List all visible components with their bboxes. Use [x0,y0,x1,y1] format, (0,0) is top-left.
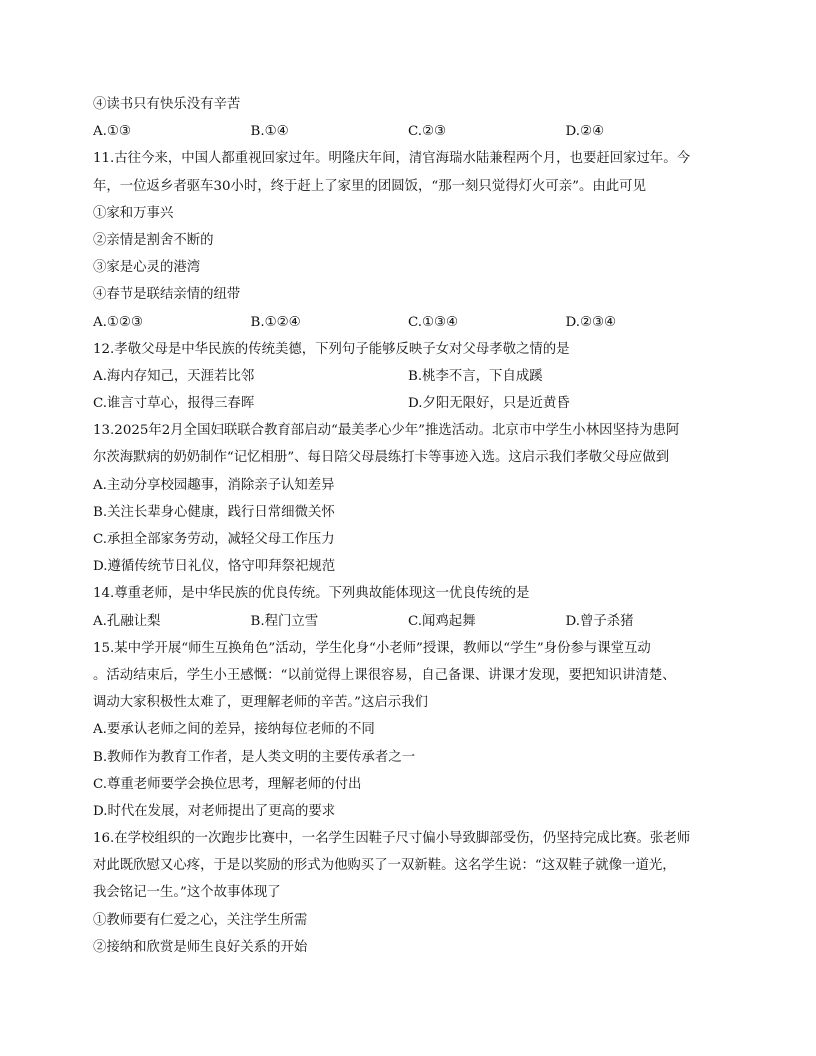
q16-stem-line-1: 16.在学校组织的一次跑步比赛中，一名学生因鞋子尺寸偏小导致脚部受伤，仍坚持完成比赛。张老师 [93,831,691,847]
q13-option-d: D.遵循传统节日礼仪，恪守叩拜祭祀规范 [93,559,336,575]
q10-option-b: B.①④ [250,124,289,140]
q12-option-b: B.桃李不言，下自成蹊 [408,368,543,384]
q15-option-b: B.教师作为教育工作者，是人类文明的主要传承者之一 [93,749,416,765]
q12-option-d: D.夕阳无限好，只是近黄昏 [408,396,570,412]
q10-option-d: D.②④ [565,124,605,140]
q12-option-a: A.海内存知己，天涯若比邻 [93,368,255,384]
q15-option-a: A.要承认老师之间的差异，接纳每位老师的不同 [93,722,375,738]
q16-stem-line-3: 我会铭记一生。”这个故事体现了 [93,885,281,901]
q11-option-b: B.①②④ [250,314,301,330]
q16-stem-line-2: 对此既欣慰又心疼，于是以奖励的形式为他购买了一双新鞋。这名学生说：“这双鞋子就像一道光， [93,858,676,874]
q13-option-a: A.主动分享校园趣事，消除亲子认知差异 [93,477,335,493]
q15-stem-line-2: 。活动结束后，学生小王感慨：“以前觉得上课很容易，自己备课、讲课才发现，要把知识讲清楚、 [93,667,676,683]
q12-stem-line-1: 12.孝敬父母是中华民族的传统美德，下列句子能够反映子女对父母孝敬之情的是 [93,341,570,357]
q12-option-c: C.谁言寸草心，报得三春晖 [93,396,255,412]
q11-stem-line-2: 年，一位返乡者驱车30小时，终于赶上了家里的团圆饭，“那一刻只觉得灯火可亲”。由此可见 [93,178,646,194]
q15-stem-line-3: 调动大家积极性太难了，更理解老师的辛苦。”这启示我们 [93,695,428,711]
q14-option-d: D.曾子杀猪 [565,613,634,629]
q11-item-1: ①家和万事兴 [93,205,174,221]
q11-item-2: ②亲情是割舍不断的 [93,232,214,248]
exam-page [93,91,723,961]
q15-stem-line-1: 15.某中学开展“师生互换角色”活动，学生化身“小老师”授课，教师以“学生”身份参与课堂互动 [93,640,651,656]
q11-item-3: ③家是心灵的港湾 [93,260,201,276]
q11-stem-line-1: 11.古往今来，中国人都重视回家过年。明隆庆年间，清官海瑞水陆兼程两个月，也要赶回家过年。今 [93,151,691,167]
q11-options [93,309,723,336]
q13-stem-line-2: 尔茨海默病的奶奶制作“记忆相册”、每日陪父母晨练打卡等事迹入选。这启示我们孝敬父母应做到 [93,450,670,466]
q14-option-a: A.孔融让梨 [93,613,161,629]
q15-option-c: C.尊重老师要学会换位思考，理解老师的付出 [93,776,362,792]
q13-option-c: C.承担全部家务劳动，减轻父母工作压力 [93,532,335,547]
q10-options [93,118,723,145]
q11-option-a: A.①②③ [93,314,143,330]
q11-option-d: D.②③④ [565,314,617,330]
q13-stem-line-1: 13.2025年2月全国妇联联合教育部启动“最美孝心少年”推选活动。北京市中学生小林因坚持为患阿 [93,423,680,439]
q14-option-c: C.闻鸡起舞 [408,613,476,629]
q10-item-4: ④读书只有快乐没有辛苦 [93,97,241,112]
q14-option-b: B.程门立雪 [250,613,319,629]
q14-options [93,608,723,635]
q15-option-d: D.时代在发展，对老师提出了更高的要求 [93,803,336,819]
q10-option-a: A.①③ [93,124,131,140]
q11-option-c: C.①③④ [408,314,459,330]
q14-stem-line-1: 14.尊重老师，是中华民族的优良传统。下列典故能体现这一优良传统的是 [93,586,530,602]
q10-option-c: C.②③ [408,124,447,140]
q16-item-1: ①教师要有仁爱之心，关注学生所需 [93,912,308,928]
q13-option-b: B.关注长辈身心健康，践行日常细微关怀 [93,504,335,520]
q12-options-row-1 [93,363,723,390]
q11-item-4: ④春节是联结亲情的纽带 [93,287,241,303]
q12-options-row-2 [93,390,723,417]
q16-item-2: ②接纳和欣赏是师生良好关系的开始 [93,939,308,955]
